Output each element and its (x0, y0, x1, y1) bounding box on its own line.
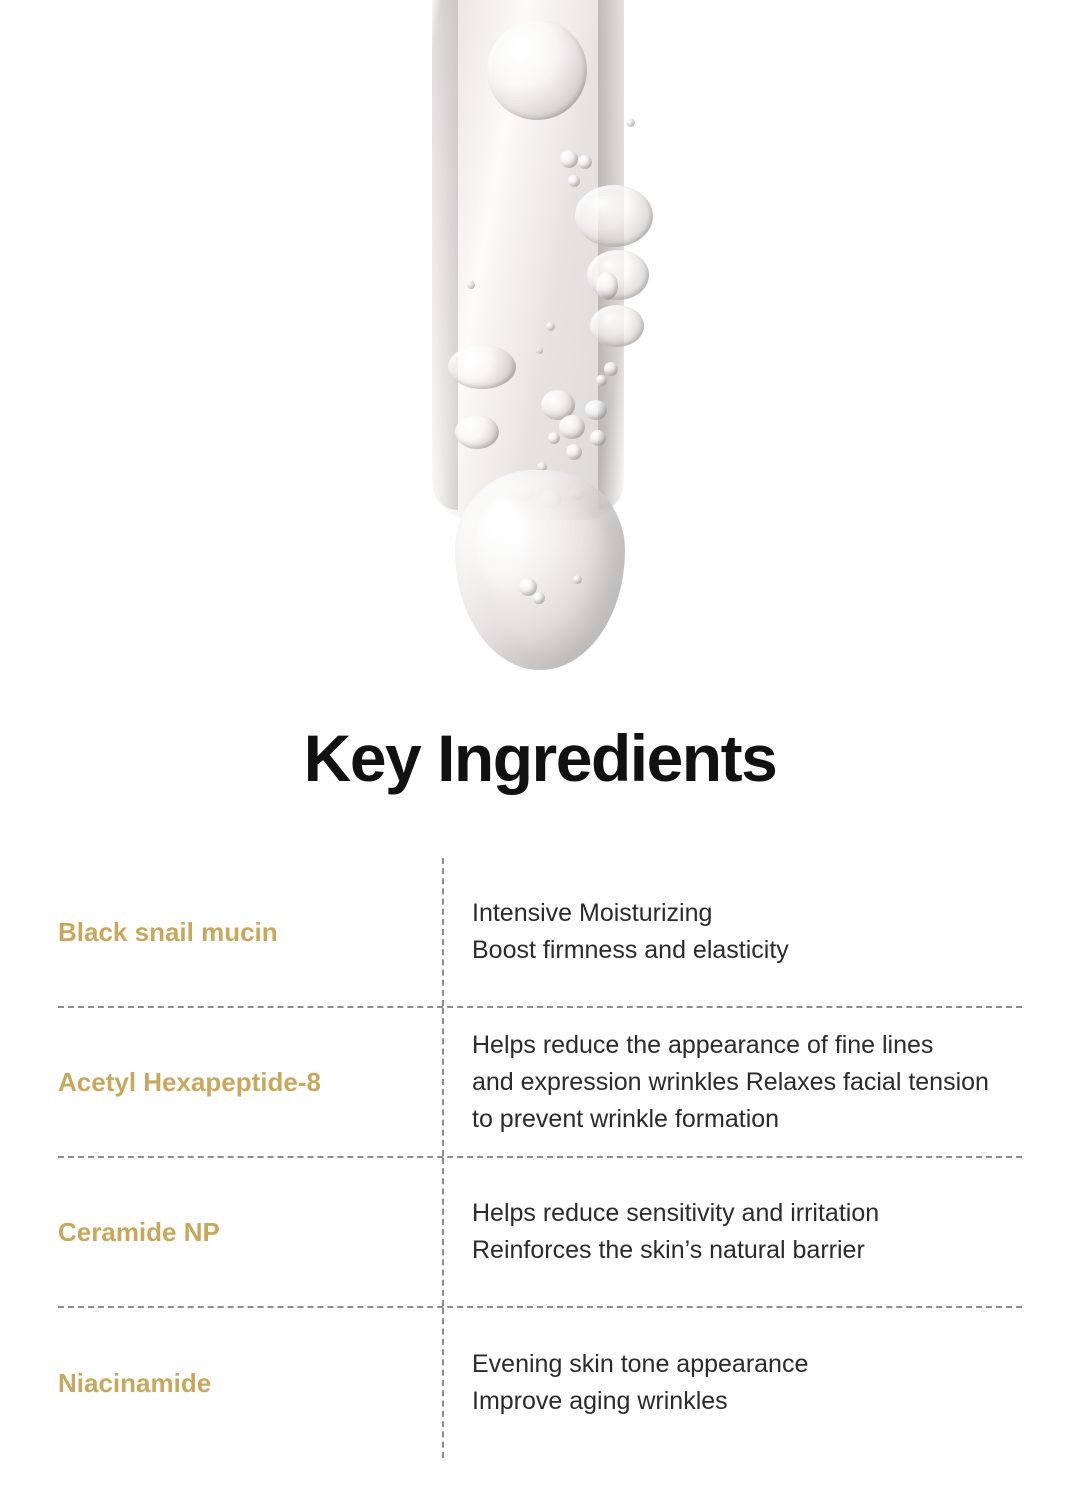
ingredient-description (444, 1308, 1022, 1458)
bubble-icon (448, 345, 516, 389)
description-line: and expression wrinkles Relaxes facial tension (472, 1067, 989, 1096)
bubble-icon (568, 175, 580, 187)
bubble-icon (573, 575, 582, 584)
ingredient-name: Ceramide NP (58, 1158, 444, 1306)
description-line: Helps reduce the appearance of fine lines (472, 1030, 934, 1059)
description-line: Improve aging wrinkles (472, 1387, 728, 1415)
description-line: Reinforces the skin’s natural barrier (472, 1236, 865, 1264)
bubble-icon (559, 415, 585, 439)
bubble-icon (533, 592, 545, 604)
description-line: to prevent wrinkle formation (472, 1104, 780, 1133)
table-row (58, 858, 1022, 1008)
ingredient-name: Niacinamide (58, 1308, 444, 1458)
bubble-icon (596, 272, 618, 300)
bubble-icon (566, 444, 582, 460)
bubble-icon (467, 281, 475, 289)
table-row (58, 1008, 1022, 1158)
bubble-icon (575, 185, 653, 247)
ingredient-name: Acetyl Hexapeptide-8 (58, 1008, 444, 1156)
bubble-icon (626, 118, 635, 127)
description-line: Evening skin tone appearance (472, 1350, 809, 1378)
bubble-icon (487, 20, 587, 120)
bubble-icon (546, 322, 555, 331)
ingredients-table (58, 858, 1022, 1458)
description-line: Boost firmness and elasticity (472, 936, 789, 964)
serum-droplet-shape (455, 470, 625, 670)
ingredient-description (444, 858, 1022, 1006)
bubble-icon (560, 150, 578, 168)
bubble-icon (596, 375, 607, 386)
bubble-icon (548, 432, 560, 444)
serum-hero-image (0, 0, 1080, 690)
ingredient-description (444, 1158, 1022, 1306)
bubble-icon (455, 415, 499, 449)
bubble-icon (590, 430, 606, 446)
ingredient-description (444, 1008, 1022, 1156)
description-line: Intensive Moisturizing (472, 899, 713, 927)
ingredient-name: Black snail mucin (58, 858, 444, 1006)
table-row (58, 1158, 1022, 1308)
bubble-icon (578, 155, 592, 169)
bubble-icon (585, 400, 607, 420)
description-line: Helps reduce sensitivity and irritation (472, 1199, 880, 1227)
table-row (58, 1308, 1022, 1458)
page-title: Key Ingredients (303, 721, 777, 795)
bubble-icon (604, 362, 618, 376)
bubble-icon (536, 347, 543, 354)
bubble-icon (590, 305, 644, 347)
